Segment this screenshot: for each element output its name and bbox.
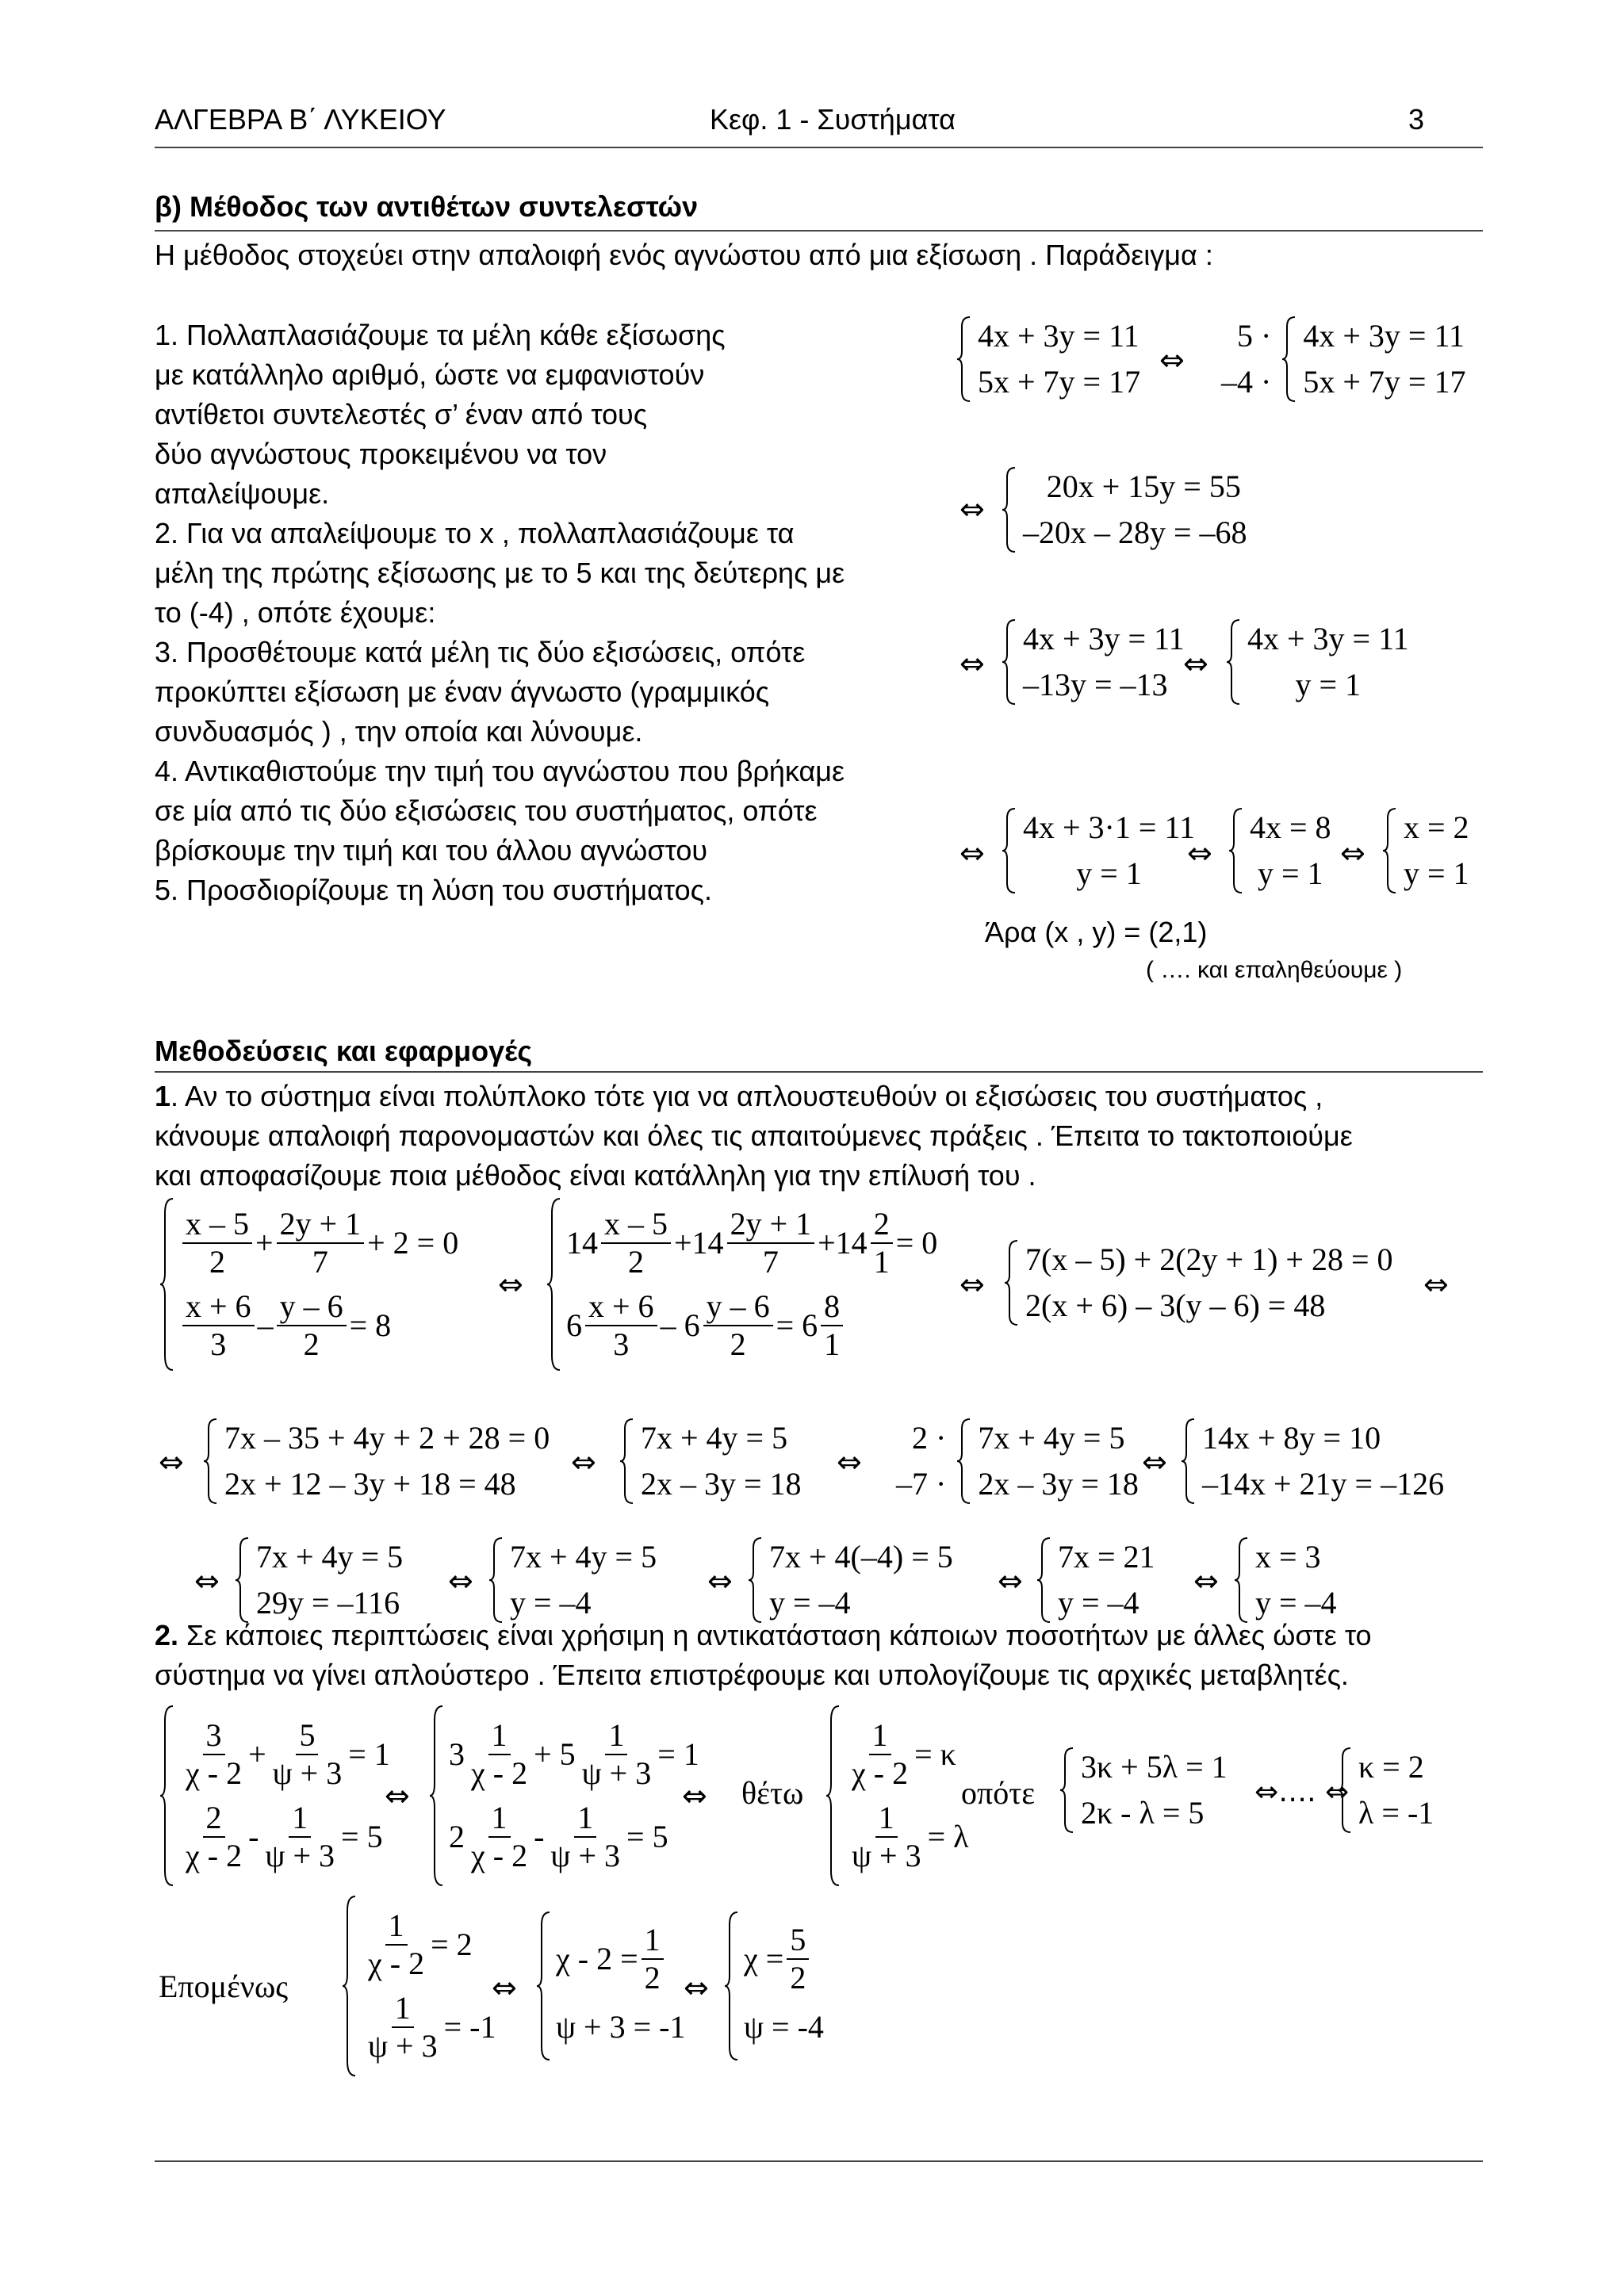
equivalence-icon: ⇔ — [498, 1267, 523, 1302]
example-answer: Άρα (x , y) = (2,1) — [985, 916, 1208, 948]
item1-system-r3e: x = 3 y = –4 — [1233, 1534, 1337, 1626]
equivalence-icon: ⇔ — [385, 1778, 410, 1813]
equivalence-icon: ⇔ — [448, 1563, 473, 1598]
item1-system-r2b: 7x + 4y = 5 2x – 3y = 18 — [619, 1415, 802, 1507]
header-title: ΑΛΓΕΒΡΑ Β΄ ΛΥΚΕΙΟΥ — [155, 103, 446, 136]
equivalence-icon: ⇔ — [194, 1563, 220, 1598]
item-2-text: 2. Σε κάποιες περιπτώσεις είναι χρήσιμη η αντικατάσταση κάποιων ποσοτήτων με άλλες ώστε το σύστημα να γίνει απλούστερο . Έπειτα επιστρέφουμε και υπολογίζουμε τις αρχικές μεταβλητές. — [155, 1619, 1372, 1691]
left-brace-icon — [428, 1705, 444, 1887]
left-brace-icon — [825, 1705, 841, 1887]
example-system-3: 20x + 15y = 55 –20x – 28y = –68 — [1001, 464, 1247, 556]
therefore-label: Επομένως — [159, 1969, 289, 2004]
item1-system-fractions: $\frac{x - 5}{2}$ + $\frac{2y + 1}{7}$ + 2 = 0 $\frac{x + 6}{3}$ – $\frac{y - 6}{2}$ = 8 — [159, 1197, 458, 1372]
left-brace-icon — [535, 1911, 551, 2061]
left-brace-icon — [1281, 316, 1297, 403]
item1-system-multiplied: 14 $\frac{x - 5}{2}$ +14 $\frac{2y + 1}{7}$ +14 $\frac{2}{1}$ = 0 6 $\frac{x + 6}{3}$ – 6 $\frac{y - 6}{2}$ = 6 $\frac{8}{1}$ — [546, 1197, 937, 1372]
item2-linear-system: χ - 2 = $\frac{1}{2}$ ψ + 3 = -1 — [535, 1911, 685, 2061]
equivalence-icon: ⇔ — [1142, 1445, 1167, 1479]
item1-system-expanded: 7(x – 5) + 2(2y + 1) + 28 = 0 2(x + 6) – 3(y – 6) = 48 — [1003, 1237, 1393, 1329]
example-system-8: x = 2 y = 1 — [1381, 805, 1469, 897]
equivalence-icon: ⇔ — [1187, 836, 1212, 871]
left-brace-icon — [341, 1895, 357, 2077]
item1-system-r3b: 7x + 4y = 5 y = –4 — [488, 1534, 657, 1626]
method-steps — [155, 316, 845, 910]
left-brace-icon — [546, 1197, 561, 1372]
equivalence-icon: ⇔ — [1193, 1563, 1219, 1598]
item1-system-r3a: 7x + 4y = 5 29y = –116 — [234, 1534, 403, 1626]
left-brace-icon — [1001, 618, 1017, 706]
step-line: με κατάλληλο αριθμό, ώστε να εμφανιστούν — [155, 358, 705, 391]
page-number: 3 — [1408, 103, 1425, 136]
item2-final-solution: χ = $\frac{5}{2}$ ψ = -4 — [723, 1911, 824, 2061]
item2-solution-kl: κ = 2 λ = -1 — [1336, 1744, 1434, 1836]
item1-system-r3c: 7x + 4(–4) = 5 y = –4 — [747, 1534, 953, 1626]
left-brace-icon — [1036, 1536, 1051, 1624]
header-rule — [155, 147, 1483, 148]
item-2-number: 2. — [155, 1619, 179, 1651]
left-brace-icon — [1336, 1747, 1352, 1834]
example-system-7: 4x = 8 y = 1 — [1228, 805, 1331, 897]
step-line: 5. Προσδιορίζουμε τη λύση του συστήματος. — [155, 874, 712, 906]
left-brace-icon — [1233, 1536, 1249, 1624]
left-brace-icon — [488, 1536, 504, 1624]
left-brace-icon — [1180, 1418, 1196, 1505]
step-line: 3. Προσθέτουμε κατά μέλη τις δύο εξισώσεις, οπότε — [155, 636, 806, 668]
item1-system-r2c: 2 · –7 · 7x + 4y = 5 2x – 3y = 18 — [896, 1415, 1139, 1507]
equivalence-icon: ⇔ — [1183, 646, 1208, 681]
left-brace-icon — [723, 1911, 739, 2061]
step-line: συνδυασμός ) , την οποία και λύνουμε. — [155, 715, 643, 748]
equivalence-icon: ⇔ — [571, 1445, 596, 1479]
left-brace-icon — [1381, 807, 1397, 894]
left-brace-icon — [159, 1197, 174, 1372]
left-brace-icon — [1225, 618, 1241, 706]
step-line: 1. Πολλαπλασιάζουμε τα μέλη κάθε εξίσωσης — [155, 319, 726, 351]
equivalence-icon: ⇔ — [837, 1445, 862, 1479]
left-brace-icon — [1059, 1747, 1074, 1834]
equivalence-chain: ⇔…. ⇔ — [1254, 1776, 1350, 1808]
left-brace-icon — [159, 1705, 174, 1887]
item1-system-r3d: 7x = 21 y = –4 — [1036, 1534, 1155, 1626]
item2-system-coefs: 3 $\frac{1}{\chi - 2}$ + 5 $\frac{1}{\psi + 3}$ = 1 2 $\frac{1}{\chi - 2}$ - $\frac{1}{\psi + 3}$ = 5 — [428, 1705, 699, 1887]
left-brace-icon — [1228, 807, 1243, 894]
equivalence-icon: ⇔ — [959, 1267, 985, 1302]
step-line: βρίσκουμε την τιμή και του άλλου αγνώστου — [155, 834, 708, 867]
step-line: προκύπτει εξίσωση με έναν άγνωστο (γραμμικός — [155, 675, 770, 708]
item1-system-r2a: 7x – 35 + 4y + 2 + 28 = 0 2x + 12 – 3y + 18 = 48 — [202, 1415, 550, 1507]
left-brace-icon — [1003, 1239, 1019, 1326]
set-label: θέτω — [741, 1775, 804, 1811]
header-chapter: Κεφ. 1 - Συστήματα — [710, 103, 956, 136]
left-brace-icon — [234, 1536, 250, 1624]
step-line: σε μία από τις δύο εξισώσεις του συστήματος, οπότε — [155, 794, 818, 827]
step-line: δύο αγνώστους προκειμένου να τον — [155, 438, 607, 470]
left-brace-icon — [1001, 466, 1017, 553]
step-line: το (-4) , οπότε έχουμε: — [155, 596, 436, 629]
example-system-5: 4x + 3y = 11 y = 1 — [1225, 616, 1409, 708]
equivalence-icon: ⇔ — [959, 492, 985, 526]
item2-back-substitution: $\frac{1}{\chi - 2}$ = 2 $\frac{1}{\psi + 3}$ = -1 — [341, 1895, 496, 2077]
equivalence-icon: ⇔ — [1159, 342, 1185, 377]
left-brace-icon — [956, 316, 971, 403]
equivalence-icon: ⇔ — [959, 646, 985, 681]
example-system-6: 4x + 3·1 = 11 y = 1 — [1001, 805, 1195, 897]
item-1-number: 1 — [155, 1080, 171, 1112]
item2-substitution: $\frac{1}{\chi - 2}$ = κ $\frac{1}{\psi + 3}$ = λ — [825, 1705, 969, 1887]
equivalence-icon: ⇔ — [682, 1778, 707, 1813]
section-applications-rule — [155, 1071, 1483, 1073]
item2-system-kl: 3κ + 5λ = 1 2κ - λ = 5 — [1059, 1744, 1228, 1836]
step-line: 4. Αντικαθιστούμε την τιμή του αγνώστου που βρήκαμε — [155, 755, 845, 787]
section-b-rule — [155, 230, 1483, 232]
example-system-4: 4x + 3y = 11 –13y = –13 — [1001, 616, 1185, 708]
left-brace-icon — [619, 1418, 634, 1505]
equivalence-icon: ⇔ — [959, 836, 985, 871]
step-line: αντίθετοι συντελεστές σ’ έναν από τους — [155, 398, 648, 430]
left-brace-icon — [202, 1418, 218, 1505]
item1-system-r2d: 14x + 8y = 10 –14x + 21y = –126 — [1180, 1415, 1444, 1507]
step-line: 2. Για να απαλείψουμε το x , πολλαπλασιάζουμε τα — [155, 517, 795, 549]
section-b-title: β) Μέθοδος των αντιθέτων συντελεστών — [155, 190, 699, 223]
left-brace-icon — [747, 1536, 763, 1624]
step-line: μέλη της πρώτης εξίσωσης με το 5 και της δεύτερης με — [155, 557, 845, 589]
equivalence-icon: ⇔ — [1340, 836, 1365, 871]
equivalence-icon: ⇔ — [998, 1563, 1023, 1598]
left-brace-icon — [1001, 807, 1017, 894]
step-line: απαλείψουμε. — [155, 477, 330, 510]
example-verify-note: ( …. και επαληθεύουμε ) — [1146, 957, 1403, 983]
equivalence-icon: ⇔ — [684, 1970, 709, 2005]
footer-rule — [155, 2160, 1483, 2162]
equivalence-icon: ⇔ — [492, 1970, 517, 2005]
example-system-2: 5 · –4 · 4x + 3y = 11 5x + 7y = 17 — [1221, 313, 1465, 405]
section-b-intro: Η μέθοδος στοχεύει στην απαλοιφή ενός αγνώστου από μια εξίσωση . Παράδειγμα : — [155, 239, 1213, 271]
section-applications-title: Μεθοδεύσεις και εφαρμογές — [155, 1035, 533, 1067]
hence-label: οπότε — [961, 1775, 1036, 1811]
equivalence-icon: ⇔ — [159, 1445, 184, 1479]
equivalence-icon: ⇔ — [707, 1563, 733, 1598]
equivalence-icon: ⇔ — [1423, 1267, 1449, 1302]
example-system-1: 4x + 3y = 11 5x + 7y = 17 — [956, 313, 1140, 405]
item2-system-fractions: $\frac{3}{\chi - 2}$ + $\frac{5}{\psi + 3}$ = 1 $\frac{2}{\chi - 2}$ - $\frac{1}{\psi + 3}$ = 5 — [159, 1705, 390, 1887]
left-brace-icon — [956, 1418, 971, 1505]
item-1-text: 1. Αν το σύστημα είναι πολύπλοκο τότε για να απλουστευθούν οι εξισώσεις του συστήματος , κάνουμε απαλοιφή παρονομαστών και όλες τις απαιτούμενες πράξεις . Έπειτα το τακτοποιούμε και αποφασίζουμε ποια μέθοδος είναι κατάλληλη για την επίλυσή του . — [155, 1080, 1353, 1192]
